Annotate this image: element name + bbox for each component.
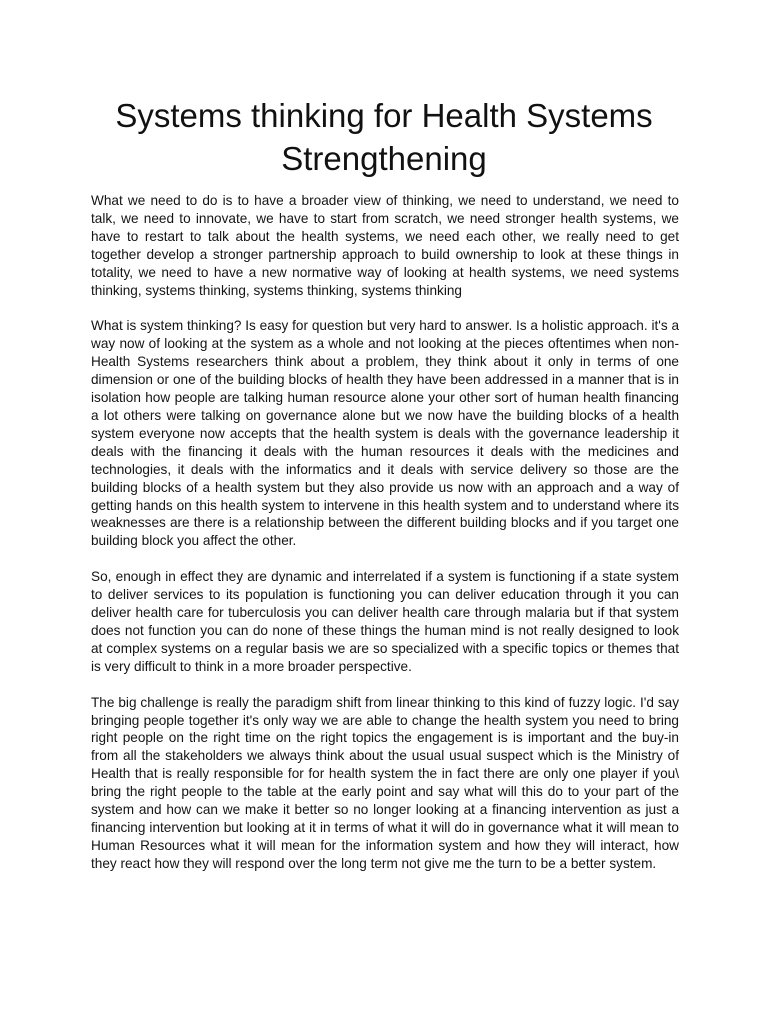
document-body <box>91 192 679 891</box>
document-title: Systems thinking for Health Systems Strengthening <box>115 97 653 177</box>
paragraph-what-is-system-thinking: What is system thinking? Is easy for question but very hard to answer. Is a holistic approach. it's a way now of looking at the system as a whole and not looking at the pieces oftentimes when non-Health Systems researchers think about a problem, they think about it only in terms of one dimension or one of the building blocks of health they have been addressed in a manner that is in isolation how people are talking human resource alone your other sort of human health financing a lot others were talking on governance alone but we now have the building blocks of a health system everyone now accepts that the health system is deals with the governance leadership it deals with the financing it deals with the human resources it deals with the medicines and technologies, it deals with the informatics and it deals with service delivery so those are the building blocks of a health system but they also provide us now with an approach and a way of getting hands on this health system to intervene in this health system and to understand where its weaknesses are there is a relationship between the different building blocks and if you target one building block you affect the other. <box>91 318 679 549</box>
paragraph-broader-view: What we need to do is to have a broader view of thinking, we need to understand, we need to talk, we need to innovate, we have to start from scratch, we need stronger health systems, we have to restart to talk about the health systems, we need each other, we really need to get together develop a stronger partnership approach to build ownership to look at these things in totality, we need to have a new normative way of looking at health systems, we need systems thinking, systems thinking, systems thinking, systems thinking <box>91 193 679 298</box>
paragraph-dynamic-interrelated: So, enough in effect they are dynamic and interrelated if a system is functioning if a state system to deliver services to its population is functioning you can deliver education through it you can deliver health care for tuberculosis you can deliver health care through malaria but if that system does not function you can do none of these things the human mind is not really designed to look at complex systems on a regular basis we are so specialized with a specific topics or themes that is very difficult to think in a more broader perspective. <box>91 569 679 674</box>
paragraph-paradigm-shift: The big challenge is really the paradigm shift from linear thinking to this kind of fuzzy logic. I'd say bringing people together it's only way we are able to change the health system you need to bring right people on the right time on the right topics the engagement is is important and the buy-in from all the stakeholders we always think about the usual usual suspect which is the Ministry of Health that is really responsible for for health system the in fact there are only one player if you\ bring the right people to the table at the early point and say what will this do to your part of the system and how can we make it better so no longer looking at a financing intervention as just a financing intervention but looking at it in terms of what it will do in governance what it will mean to Human Resources what it will mean for the information system and how they will interact, how they react how they will respond over the long term not give me the turn to be a better system. <box>91 694 679 871</box>
